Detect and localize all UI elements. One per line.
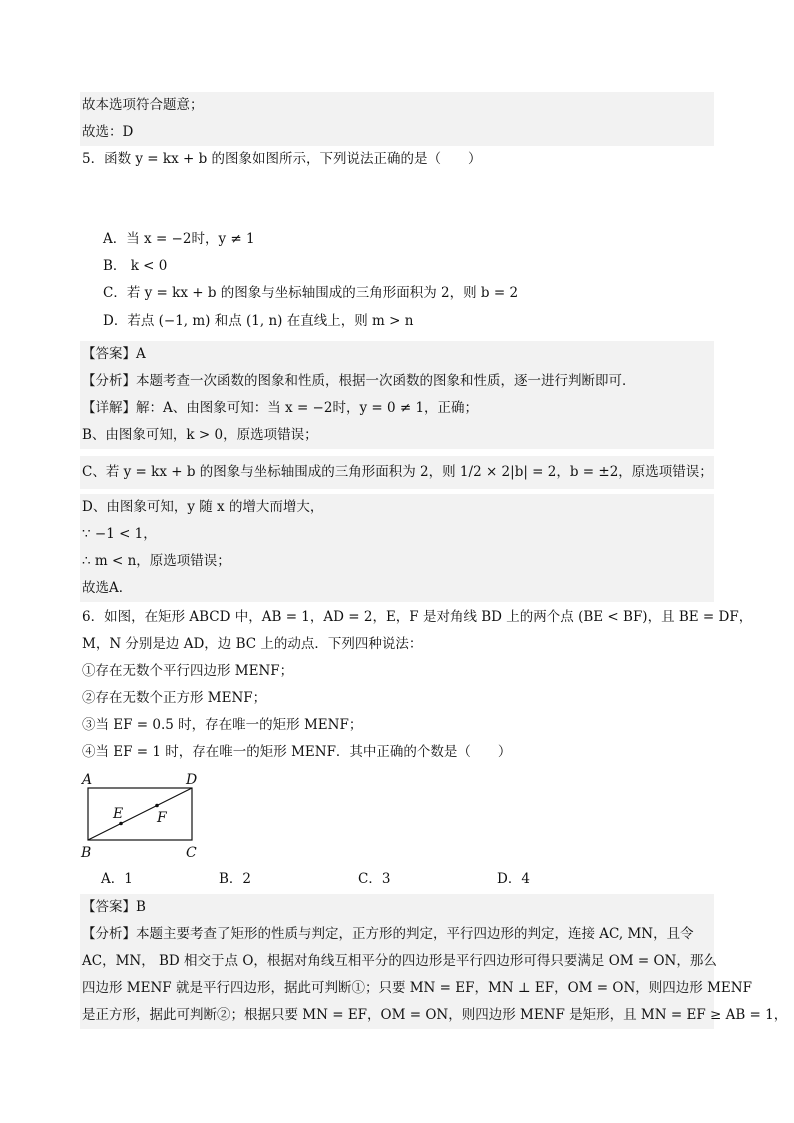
analysis-text: 【分析】本题主要考查了矩形的性质与判定，正方形的判定，平行四边形的判定，连接 AC, MN，且令 bbox=[80, 921, 714, 948]
label-e: E bbox=[113, 806, 124, 822]
answer-label: 【答案】A bbox=[80, 341, 714, 368]
detail-text: 故选A． bbox=[80, 575, 714, 602]
label-d: D bbox=[186, 772, 198, 788]
detail-text: 【详解】解：A、由图象可知：当 x = −2时，y = 0 ≠ 1，正确； bbox=[80, 395, 714, 422]
analysis-text: 四边形 MENF 就是平行四边形，据此可判断①；只要 MN = EF，MN ⊥ EF，OM = ON，则四边形 MENF bbox=[80, 975, 714, 1002]
analysis-text: 是正方形，据此可判断②；根据只要 MN = EF，OM = ON，则四边形 MENF 是矩形，且 MN = EF ≥ AB = 1， bbox=[80, 1002, 714, 1029]
detail-text: C、若 y = kx + b 的图象与坐标轴围成的三角形面积为 2，则 1/2 × 2|b| = 2，b = ±2，原选项错误； bbox=[80, 456, 714, 489]
option-c: C．若 y = kx + b 的图象与坐标轴围成的三角形面积为 2，则 b = 2 bbox=[103, 285, 519, 301]
point-f bbox=[155, 804, 159, 808]
answer-label: 【答案】B bbox=[80, 894, 714, 921]
choice-d: D．4 bbox=[497, 871, 530, 887]
statement-1: ①存在无数个平行四边形 MENF； bbox=[82, 663, 294, 679]
option-a: A．当 x = −2时，y ≠ 1 bbox=[103, 231, 255, 247]
analysis-text: 【分析】本题考查一次函数的图象和性质，根据一次函数的图象和性质，逐一进行判断即可． bbox=[80, 368, 714, 395]
statement-2: ②存在无数个正方形 MENF； bbox=[82, 690, 267, 706]
text-line: 故选：D bbox=[80, 119, 714, 146]
label-b: B bbox=[81, 845, 92, 861]
rectangle-figure bbox=[80, 768, 220, 862]
label-a: A bbox=[82, 772, 93, 788]
question-6-stem: M，N 分别是边 AD，边 BC 上的动点．下列四种说法： bbox=[82, 636, 423, 652]
detail-text: ∵ −1 < 1， bbox=[80, 521, 714, 548]
option-b: B． k < 0 bbox=[103, 258, 168, 274]
choice-c: C．3 bbox=[358, 871, 391, 887]
point-e bbox=[119, 822, 123, 826]
question-6-stem: 6．如图，在矩形 ABCD 中，AB = 1，AD = 2，E，F 是对角线 BD 上的两个点 (BE < BF)，且 BE = DF， bbox=[82, 609, 753, 625]
option-d: D．若点 (−1, m) 和点 (1, n) 在直线上，则 m > n bbox=[103, 313, 414, 329]
analysis-text: AC，MN， BD 相交于点 O，根据对角线互相平分的四边形是平行四边形可得只要满足 OM = ON，那么 bbox=[80, 948, 714, 975]
question-5-stem: 5．函数 y = kx + b 的图象如图所示，下列说法正确的是（ ） bbox=[82, 151, 482, 167]
detail-text: ∴ m < n，原选项错误； bbox=[80, 548, 714, 575]
statement-4: ④当 EF = 1 时，存在唯一的矩形 MENF．其中正确的个数是（ ） bbox=[82, 744, 512, 760]
choice-a: A．1 bbox=[101, 871, 133, 887]
choice-b: B．2 bbox=[219, 871, 252, 887]
label-c: C bbox=[186, 845, 197, 861]
detail-text: B、由图象可知，k > 0，原选项错误； bbox=[80, 422, 714, 449]
text-line: 故本选项符合题意； bbox=[80, 92, 714, 119]
answer-choices bbox=[101, 866, 701, 892]
statement-3: ③当 EF = 0.5 时，存在唯一的矩形 MENF； bbox=[82, 717, 363, 733]
label-f: F bbox=[157, 810, 167, 826]
detail-text: D、由图象可知，y 随 x 的增大而增大， bbox=[80, 494, 714, 521]
